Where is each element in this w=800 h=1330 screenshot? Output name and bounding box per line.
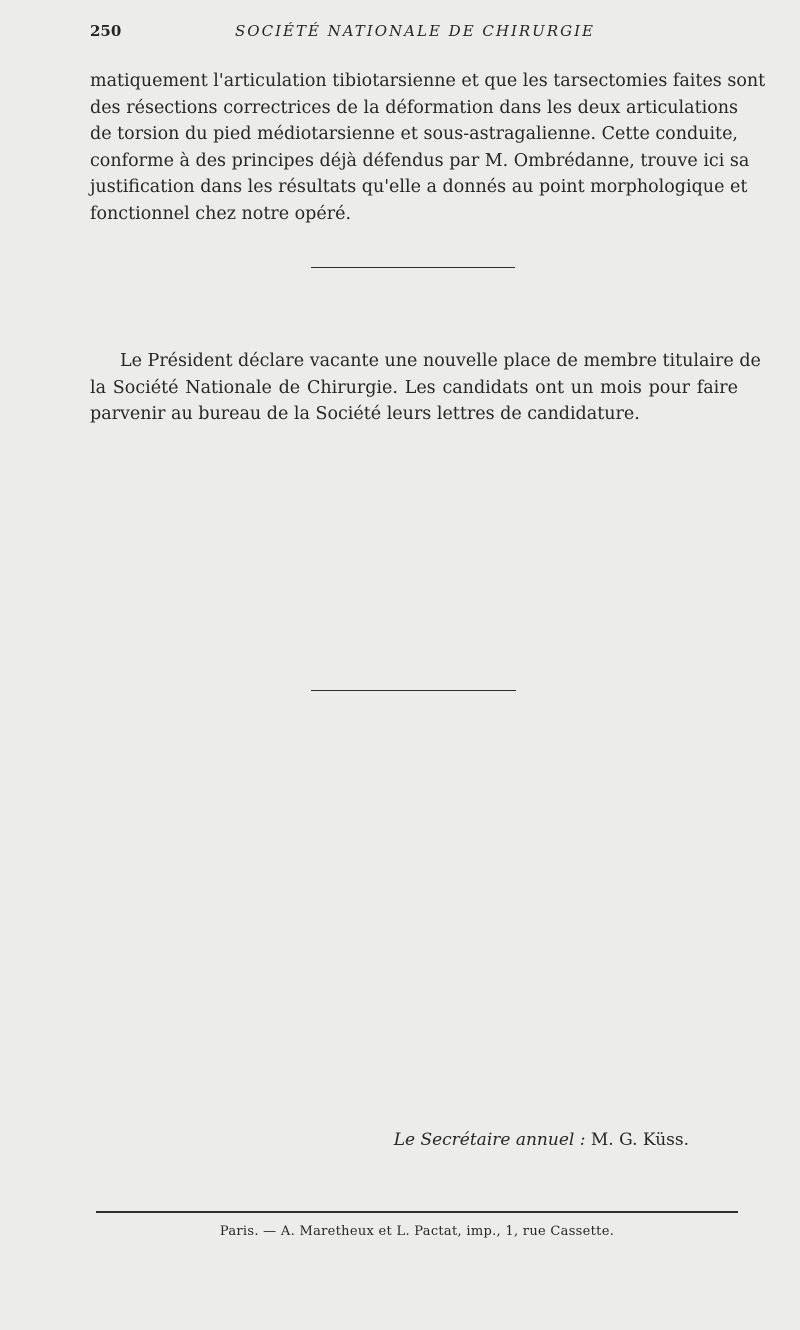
text-line: Le Président déclare vacante une nouvelle place de membre titulaire de bbox=[120, 351, 761, 371]
text-line: parvenir au bureau de la Société leurs lettres de candidature. bbox=[90, 404, 640, 424]
page-number: 250 bbox=[90, 22, 122, 40]
text-line: de torsion du pied médiotarsienne et sous-astragalienne. Cette conduite, bbox=[90, 124, 738, 144]
signature bbox=[394, 1130, 689, 1150]
signature-name: M. G. Küss. bbox=[590, 1130, 689, 1150]
signature-role: Le Secrétaire annuel : bbox=[393, 1130, 586, 1150]
section-divider bbox=[311, 267, 515, 268]
text-line: la Société Nationale de Chirurgie. Les candidats ont un mois pour faire bbox=[90, 377, 738, 398]
text-line: des résections correctrices de la déformation dans les deux articulations bbox=[90, 97, 738, 118]
text-line: justification dans les résultats qu'elle a donnés au point morphologique et bbox=[90, 177, 748, 197]
footer-rule bbox=[96, 1211, 738, 1213]
printer-imprint: Paris. — A. Maretheux et L. Pactat, imp., 1, rue Cassette. bbox=[219, 1224, 615, 1239]
text-line: matiquement l'articulation tibiotarsienne et que les tarsectomies faites sont bbox=[90, 71, 766, 91]
section-divider bbox=[311, 690, 516, 691]
text-line: fonctionnel chez notre opéré. bbox=[90, 203, 352, 224]
text-line: conforme à des principes déjà défendus par M. Ombrédanne, trouve ici sa bbox=[90, 150, 750, 171]
paragraph-conclusion bbox=[90, 68, 766, 227]
running-title: SOCIÉTÉ NATIONALE DE CHIRURGIE bbox=[235, 22, 595, 40]
paragraph-announcement bbox=[90, 348, 761, 428]
